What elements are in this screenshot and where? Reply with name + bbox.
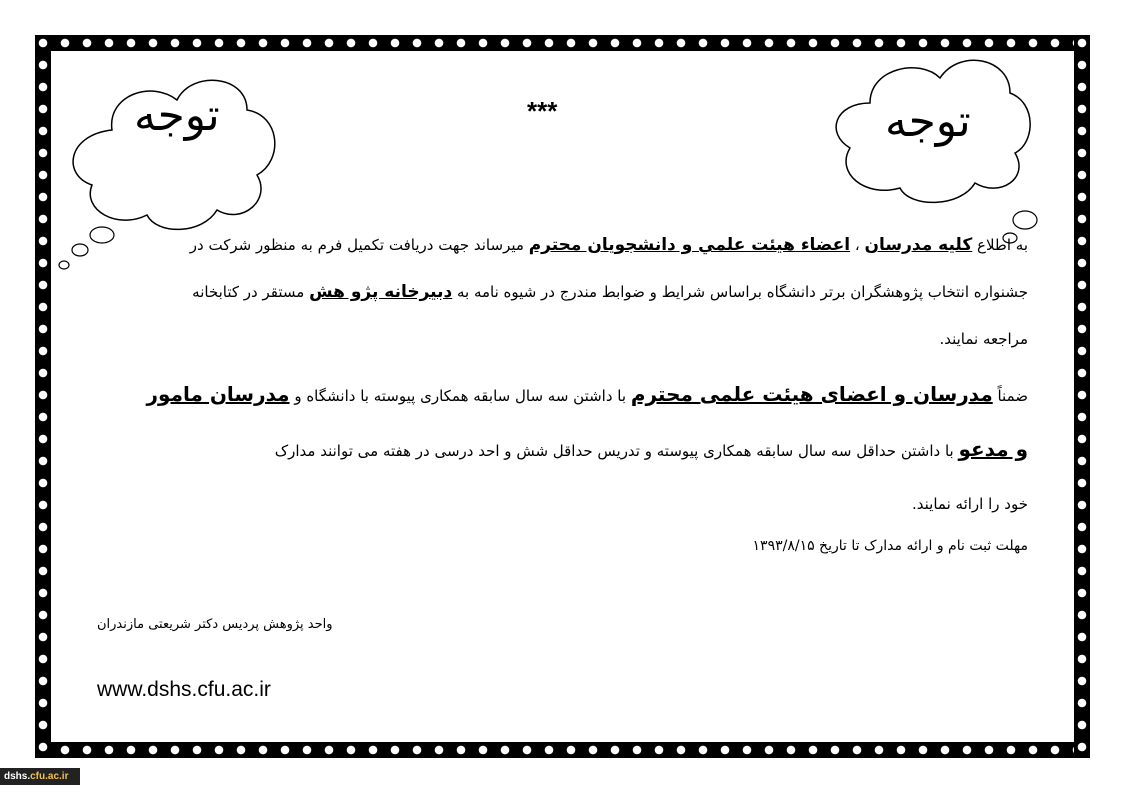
decorative-border-bottom — [35, 742, 1090, 758]
p1-l2-pre: جشنواره انتخاب پژوهشگران برتر دانشگاه براساس شرایط و ضوابط مندرج در شیوه نامه به — [452, 283, 1028, 301]
issuing-unit: واحد پژوهش پردیس دکتر شریعتی مازندران — [97, 617, 333, 632]
announcement-paragraph-2 — [147, 368, 1028, 531]
stamp-accent: cfu.ac.ir — [30, 771, 69, 782]
announcement-paragraph-1 — [190, 222, 1028, 363]
p2-l1-mid: با داشتن سه سال سابقه همکاری پیوسته با دانشگاه و — [289, 387, 631, 405]
stars-separator: *** — [527, 96, 558, 126]
stamp-main: dshs. — [4, 771, 31, 782]
p2-line-2 — [147, 423, 1028, 478]
p2-line-1 — [147, 368, 1028, 423]
p2-line-3: خود را ارائه نمایند. — [912, 495, 1028, 513]
p1-l1-post: میرساند جهت دریافت تکمیل فرم به منظور شرکت در — [189, 236, 529, 254]
thought-cloud-right — [825, 48, 1040, 248]
p1-line-2 — [190, 269, 1028, 316]
p2-l2-post: با داشتن حداقل سه سال سابقه همکاری پیوسته و تدریس حداقل شش و احد درسی در هفته می توانند مدارک — [274, 442, 959, 460]
p1-l2-post: مستقر در کتابخانه — [192, 283, 310, 301]
decorative-border-left — [35, 35, 51, 758]
p1-l1-sep: ، — [850, 236, 865, 254]
p1-l1-pre: به اطلاع — [972, 236, 1028, 254]
decorative-border-right — [1074, 35, 1090, 758]
cloud-right-text: توجه — [885, 96, 971, 147]
registration-deadline: مهلت ثبت نام و ارائه مدارک تا تاریخ ۱۳۹۳/۸/۱۵ — [752, 538, 1028, 554]
p2-l1-bold-1: مدرسان و اعضای هیئت علمی محترم — [630, 382, 993, 406]
p1-line-1 — [190, 222, 1028, 269]
cloud-left-text: توجه — [134, 90, 220, 141]
website-url: www.dshs.cfu.ac.ir — [97, 678, 271, 701]
watermark-stamp — [0, 768, 80, 785]
p2-l2-bold: و مدعو — [958, 437, 1028, 461]
p1-l1-bold-2: اعضاء هیئت علمي و دانشجویان محترم — [528, 235, 851, 255]
p1-line-3: مراجعه نمایند. — [939, 330, 1028, 348]
cloud-shape-right — [825, 48, 1040, 248]
p2-l1-bold-2: مدرسان مامور — [146, 382, 290, 406]
p2-l1-pre: ضمناً — [992, 387, 1028, 405]
p1-l1-bold-1: کلیه مدرسان — [864, 235, 973, 255]
p1-l2-bold: دبیرخانه پژو هش — [309, 282, 453, 302]
